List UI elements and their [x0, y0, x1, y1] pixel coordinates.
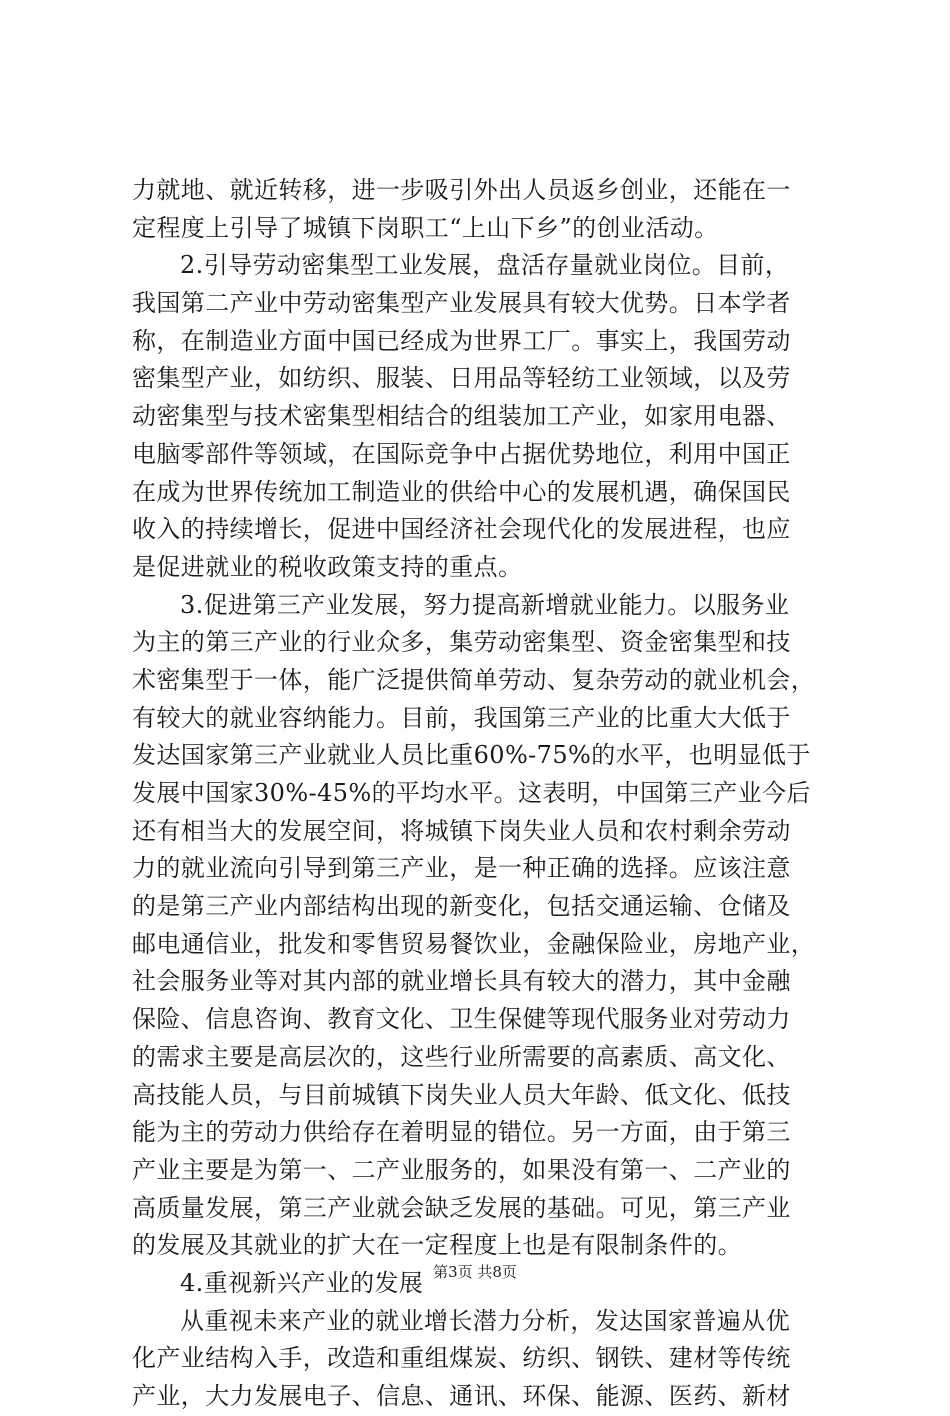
text-line: 4.重视新兴产业的发展	[180, 1268, 424, 1297]
text-line: 保险、信息咨询、教育文化、卫生保健等现代服务业对劳动力	[132, 1005, 791, 1034]
text-line: 社会服务业等对其内部的就业增长具有较大的潜力，其中金融	[132, 967, 791, 996]
text-line: 的需求主要是高层次的，这些行业所需要的高素质、高文化、	[132, 1042, 791, 1071]
text-line: 力的就业流向引导到第三产业，是一种正确的选择。应该注意	[132, 854, 791, 883]
text-line: 产业主要是为第一、二产业服务的，如果没有第一、二产业的	[132, 1155, 791, 1184]
text-line: 称，在制造业方面中国已经成为世界工厂。事实上，我国劳动	[132, 326, 791, 355]
text-line: 的发展及其就业的扩大在一定程度上也是有限制条件的。	[132, 1231, 742, 1260]
text-line: 产业，大力发展电子、信息、通讯、环保、能源、医药、新材	[132, 1382, 791, 1410]
text-line: 有较大的就业容纳能力。目前，我国第三产业的比重大大低于	[132, 703, 791, 732]
text-line: 术密集型于一体，能广泛提供简单劳动、复杂劳动的就业机会，	[132, 665, 816, 694]
text-line: 高技能人员，与目前城镇下岗失业人员大年龄、低文化、低技	[132, 1080, 791, 1109]
text-line: 邮电通信业，批发和零售贸易餐饮业，金融保险业，房地产业，	[132, 929, 816, 958]
text-line: 还有相当大的发展空间，将城镇下岗失业人员和农村剩余劳动	[132, 816, 791, 845]
text-line: 发展中国家30%-45%的平均水平。这表明，中国第三产业今后	[132, 779, 811, 807]
text-line: 高质量发展，第三产业就会缺乏发展的基础。可见，第三产业	[132, 1193, 791, 1222]
text-line: 化产业结构入手，改造和重组煤炭、纺织、钢铁、建材等传统	[132, 1344, 791, 1373]
text-line: 从重视未来产业的就业增长潜力分析，发达国家普遍从优	[180, 1306, 790, 1335]
text-line: 收入的持续增长，促进中国经济社会现代化的发展进程，也应	[132, 515, 791, 544]
page-footer: 第3页 共8页	[433, 1263, 517, 1281]
text-line: 我国第二产业中劳动密集型产业发展具有较大优势。日本学者	[132, 289, 791, 318]
text-line: 3.促进第三产业发展，努力提高新增就业能力。以服务业	[180, 590, 790, 619]
text-line: 动密集型与技术密集型相结合的组装加工产业，如家用电器、	[132, 402, 791, 431]
text-line: 发达国家第三产业就业人员比重60%-75%的水平，也明显低于	[132, 741, 811, 770]
text-line: 力就地、就近转移，进一步吸引外出人员返乡创业，还能在一	[132, 176, 791, 204]
text-line: 在成为世界传统加工制造业的供给中心的发展机遇，确保国民	[132, 477, 791, 506]
text-line: 电脑零部件等领域，在国际竞争中占据优势地位，利用中国正	[132, 439, 791, 468]
text-line: 能为主的劳动力供给存在着明显的错位。另一方面，由于第三	[132, 1118, 791, 1147]
text-line: 为主的第三产业的行业众多，集劳动密集型、资金密集型和技	[132, 628, 791, 657]
text-line: 定程度上引导了城镇下岗职工“上山下乡”的创业活动。	[132, 213, 719, 242]
body-text	[132, 172, 832, 1416]
text-line: 的是第三产业内部结构出现的新变化，包括交通运输、仓储及	[132, 892, 791, 921]
text-line: 密集型产业，如纺织、服装、日用品等轻纺工业领域，以及劳	[132, 364, 791, 393]
text-line: 2.引导劳动密集型工业发展，盘活存量就业岗位。目前，	[180, 251, 790, 280]
text-line: 是促进就业的税收政策支持的重点。	[132, 552, 523, 581]
